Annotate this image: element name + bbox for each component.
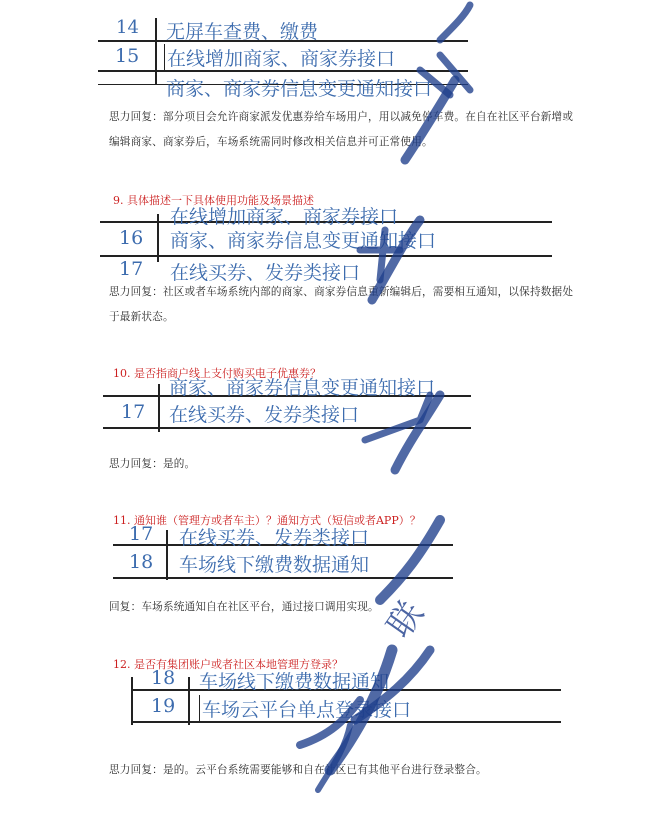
- reply-text: 思力回复：社区或者车场系统内部的商家、商家券信息重新编辑后，需要相互通知，以保持数据处于最新状态。: [109, 286, 574, 323]
- row-number: 18: [151, 667, 176, 689]
- table-snippet-19: [131, 667, 561, 725]
- row-text: 在线买券、发券类接口: [170, 262, 361, 284]
- reply-text: 思力回复：是的。云平台系统需要能够和自在社区已有其他平台进行登录整合。: [109, 764, 487, 776]
- question-heading: 12. 是否有集团账户或者社区本地管理方登录？: [113, 658, 343, 671]
- table-snippet-15: [98, 17, 468, 100]
- row-number: 17: [129, 523, 154, 545]
- row-text: 车场云平台单点登录接口: [199, 695, 411, 722]
- row-text: 车场线下缴费数据通知: [179, 554, 370, 576]
- row-number: 14: [116, 17, 139, 38]
- reply-text: 回复：车场系统通知自在社区平台，通过接口调用实现。: [109, 601, 379, 613]
- row-text: 车场线下缴费数据通知: [199, 671, 390, 693]
- question-heading: 11. 通知谁（管理方或者车主）？通知方式（短信或者APP）？: [113, 514, 421, 527]
- question-heading: 9. 具体描述一下具体使用功能及场景描述: [113, 194, 314, 207]
- row-number: 17: [121, 401, 146, 423]
- row-number: 16: [119, 227, 144, 249]
- row-number: 17: [119, 258, 144, 280]
- question-heading: 10. 是否指商户线上支付购买电子优惠券？: [113, 367, 321, 380]
- reply-text: 思力回复：部分项目会允许商家派发优惠券给车场用户，用以减免停车费。在自在社区平台新增或编辑商家、商家券后，车场系统需同时修改相关信息并可正常使用。: [109, 111, 574, 148]
- row-text: 商家、商家券信息变更通知接口: [166, 78, 433, 100]
- row-text: 在线增加商家、商家券接口: [164, 44, 395, 71]
- row-text: 商家、商家券信息变更通知接口: [170, 230, 437, 252]
- row-text: 在线增加商家、商家券接口: [170, 206, 399, 228]
- row-text: 在线买券、发券类接口: [179, 527, 370, 549]
- row-text: 商家、商家券信息变更通知接口: [169, 377, 436, 399]
- reply-text: 思力回复：是的。: [109, 458, 196, 470]
- row-number: 15: [115, 45, 140, 67]
- watermark-glyph: 联: [379, 594, 432, 646]
- row-number: 18: [129, 551, 154, 573]
- row-text: 在线买券、发券类接口: [169, 404, 360, 426]
- row-number: 19: [151, 695, 176, 717]
- table-snippet-16: [100, 206, 552, 284]
- table-snippet-17: [103, 377, 471, 432]
- table-snippet-18: [113, 523, 453, 580]
- row-text: 无屏车查费、缴费: [166, 21, 319, 43]
